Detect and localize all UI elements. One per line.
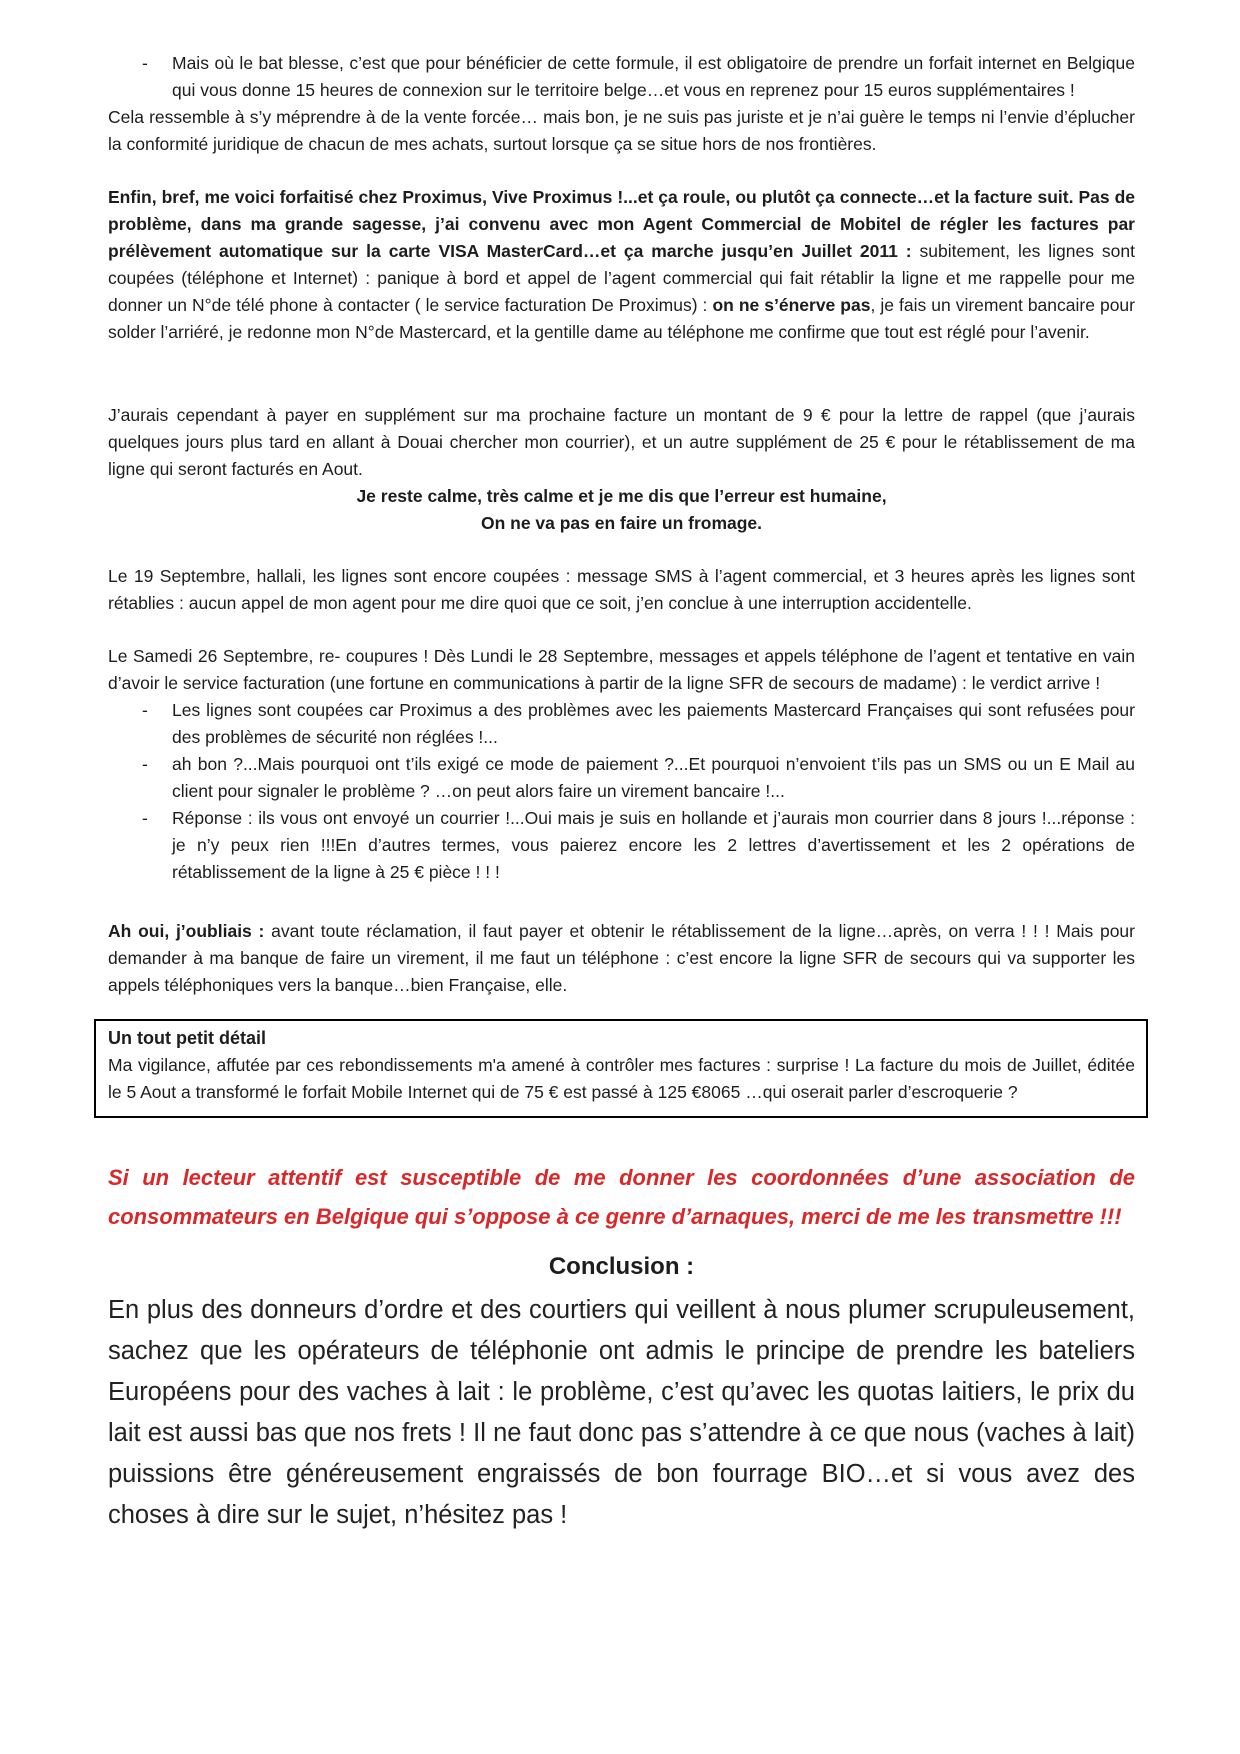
conclusion-paragraph: En plus des donneurs d’ordre et des courtiers qui veillent à nous plumer scrupuleusement, sachez que les opérateurs de téléphonie ont admis le principe de prendre les bateliers Européens pour des vaches à lait : le problème, c’est qu’avec les quotas laitiers, le prix du lait est aussi bas que nos frets ! Il ne faut donc pas s’attendre à ce que nous (vaches à lait) puissions être généreusement engraissés de bon fourrage BIO…et si vous avez des choses à dire sur le sujet, n’hésitez pas ! (108, 1296, 1135, 1529)
reader-appeal-paragraph: Si un lecteur attentif est susceptible de me donner les coordonnées d’une association de consommateurs en Belgique qui s’oppose à ce genre d’arnaques, merci de me les transmettre !!! (108, 1165, 1135, 1229)
verdict-bullet-list (108, 697, 1135, 886)
list-item (108, 50, 1135, 104)
story-normal-2: , je fais un virement bancaire pour solder l’arriéré, je redonne mon N°de Mastercard, et la gentille dame au téléphone me confirme que tout est réglé pour l’avenir. (108, 295, 1135, 342)
september-19-paragraph: Le 19 Septembre, hallali, les lignes sont encore coupées : message SMS à l’agent commercial, et 3 heures après les lignes sont rétablies : aucun appel de mon agent pour me dire quoi que ce soit, j’en conclue à une interruption accidentelle. (108, 566, 1135, 613)
list-item-text: Mais où le bat blesse, c’est que pour bénéficier de cette formule, il est obligatoire de prendre un forfait internet en Belgique qui vous donne 15 heures de connexion sur le territoire belge…et vous en reprenez pour 15 euros supplémentaires ! (172, 53, 1135, 100)
bullet-dash: - (142, 700, 148, 720)
bullet-dash: - (142, 808, 148, 828)
story-bold-inline: on ne s’énerve pas (712, 295, 871, 315)
list-item (108, 805, 1135, 886)
story-bold-lead: Enfin, bref, me voici forfaitisé chez Proximus, Vive Proximus !...et ça roule, ou plutôt ça connecte…et la facture suit. Pas de problème, dans ma grande sagesse, j’ai convenu avec mon Agent Commercial de Mobitel de régler les factures par prélèvement automatique sur la carte VISA MasterCard…et ça marche jusqu’en Juillet 2011 : (108, 187, 1135, 261)
bullet-dash: - (142, 53, 148, 73)
motto-line-2: On ne va pas en faire un fromage. (480, 513, 763, 533)
intro-paragraph: Cela ressemble à s’y méprendre à de la vente forcée… mais bon, je ne suis pas juriste et je n’ai guère le temps ni l’envie d’éplucher la conformité juridique de chacun de mes achats, surtout lorsque ça se situe hors de nos frontières. (108, 107, 1135, 154)
detail-box-title: Un tout petit détail (108, 1028, 266, 1048)
motto-line-1: Je reste calme, très calme et je me dis que l’erreur est humaine, (356, 486, 887, 506)
conclusion-heading: Conclusion : (548, 1253, 695, 1280)
list-item (108, 751, 1135, 805)
list-item-text: Réponse : ils vous ont envoyé un courrier !...Oui mais je suis en hollande et j’aurais mon courrier dans 8 jours !...réponse : je n’y peux rien !!!En d’autres termes, vous paierez encore les 2 lettres d’avertissement et les 2 opérations de rétablissement de la ligne à 25 € pièce ! ! ! (172, 808, 1135, 882)
detail-box (94, 1019, 1148, 1118)
bullet-dash: - (142, 754, 148, 774)
detail-box-text: Ma vigilance, affutée par ces rebondissements m'a amené à contrôler mes factures : surprise ! La facture du mois de Juillet, éditée le 5 Aout a transformé le forfait Mobile Internet qui de 75 € est passé à 125 €8065 …qui oserait parler d’escroquerie ? (108, 1055, 1135, 1102)
proximus-story-paragraph (108, 184, 1135, 346)
reminder-text: avant toute réclamation, il faut payer et obtenir le rétablissement de la ligne…après, on verra ! ! ! Mais pour demander à ma banque de faire un virement, il me faut un téléphone : c’est encore la ligne SFR de secours qui va supporter les appels téléphoniques vers la banque…bien Française, elle. (108, 921, 1135, 995)
september-26-paragraph: Le Samedi 26 Septembre, re- coupures ! Dès Lundi le 28 Septembre, messages et appels téléphone de l’agent et tentative en vain d’avoir le service facturation (une fortune en communications à partir de la ligne SFR de secours de madame) : le verdict arrive ! (108, 646, 1135, 693)
list-item-text: Les lignes sont coupées car Proximus a des problèmes avec les paiements Mastercard Françaises qui sont refusées pour des problèmes de sécurité non réglées !... (172, 700, 1135, 747)
list-item (108, 697, 1135, 751)
surcharge-paragraph: J’aurais cependant à payer en supplément sur ma prochaine facture un montant de 9 € pour la lettre de rappel (que j’aurais quelques jours plus tard en allant à Douai chercher mon courrier), et un autre supplément de 25 € pour le rétablissement de ma ligne qui seront facturés en Aout. (108, 405, 1135, 479)
story-normal-1: subitement, les lignes sont coupées (téléphone et Internet) : panique à bord et appel de l’agent commercial qui fait rétablir la ligne et me rappelle pour me donner un N°de télé phone à contacter ( le service facturation De Proximus) : (108, 241, 1135, 315)
list-item-text: ah bon ?...Mais pourquoi ont t’ils exigé ce mode de paiement ?...Et pourquoi n’envoient t’ils pas un SMS ou un E Mail au client pour signaler le problème ? …on peut alors faire un virement bancaire !... (172, 754, 1135, 801)
intro-bullet-list (108, 50, 1135, 104)
reminder-paragraph (108, 918, 1135, 999)
reminder-bold-lead: Ah oui, j’oubliais : (108, 921, 272, 941)
